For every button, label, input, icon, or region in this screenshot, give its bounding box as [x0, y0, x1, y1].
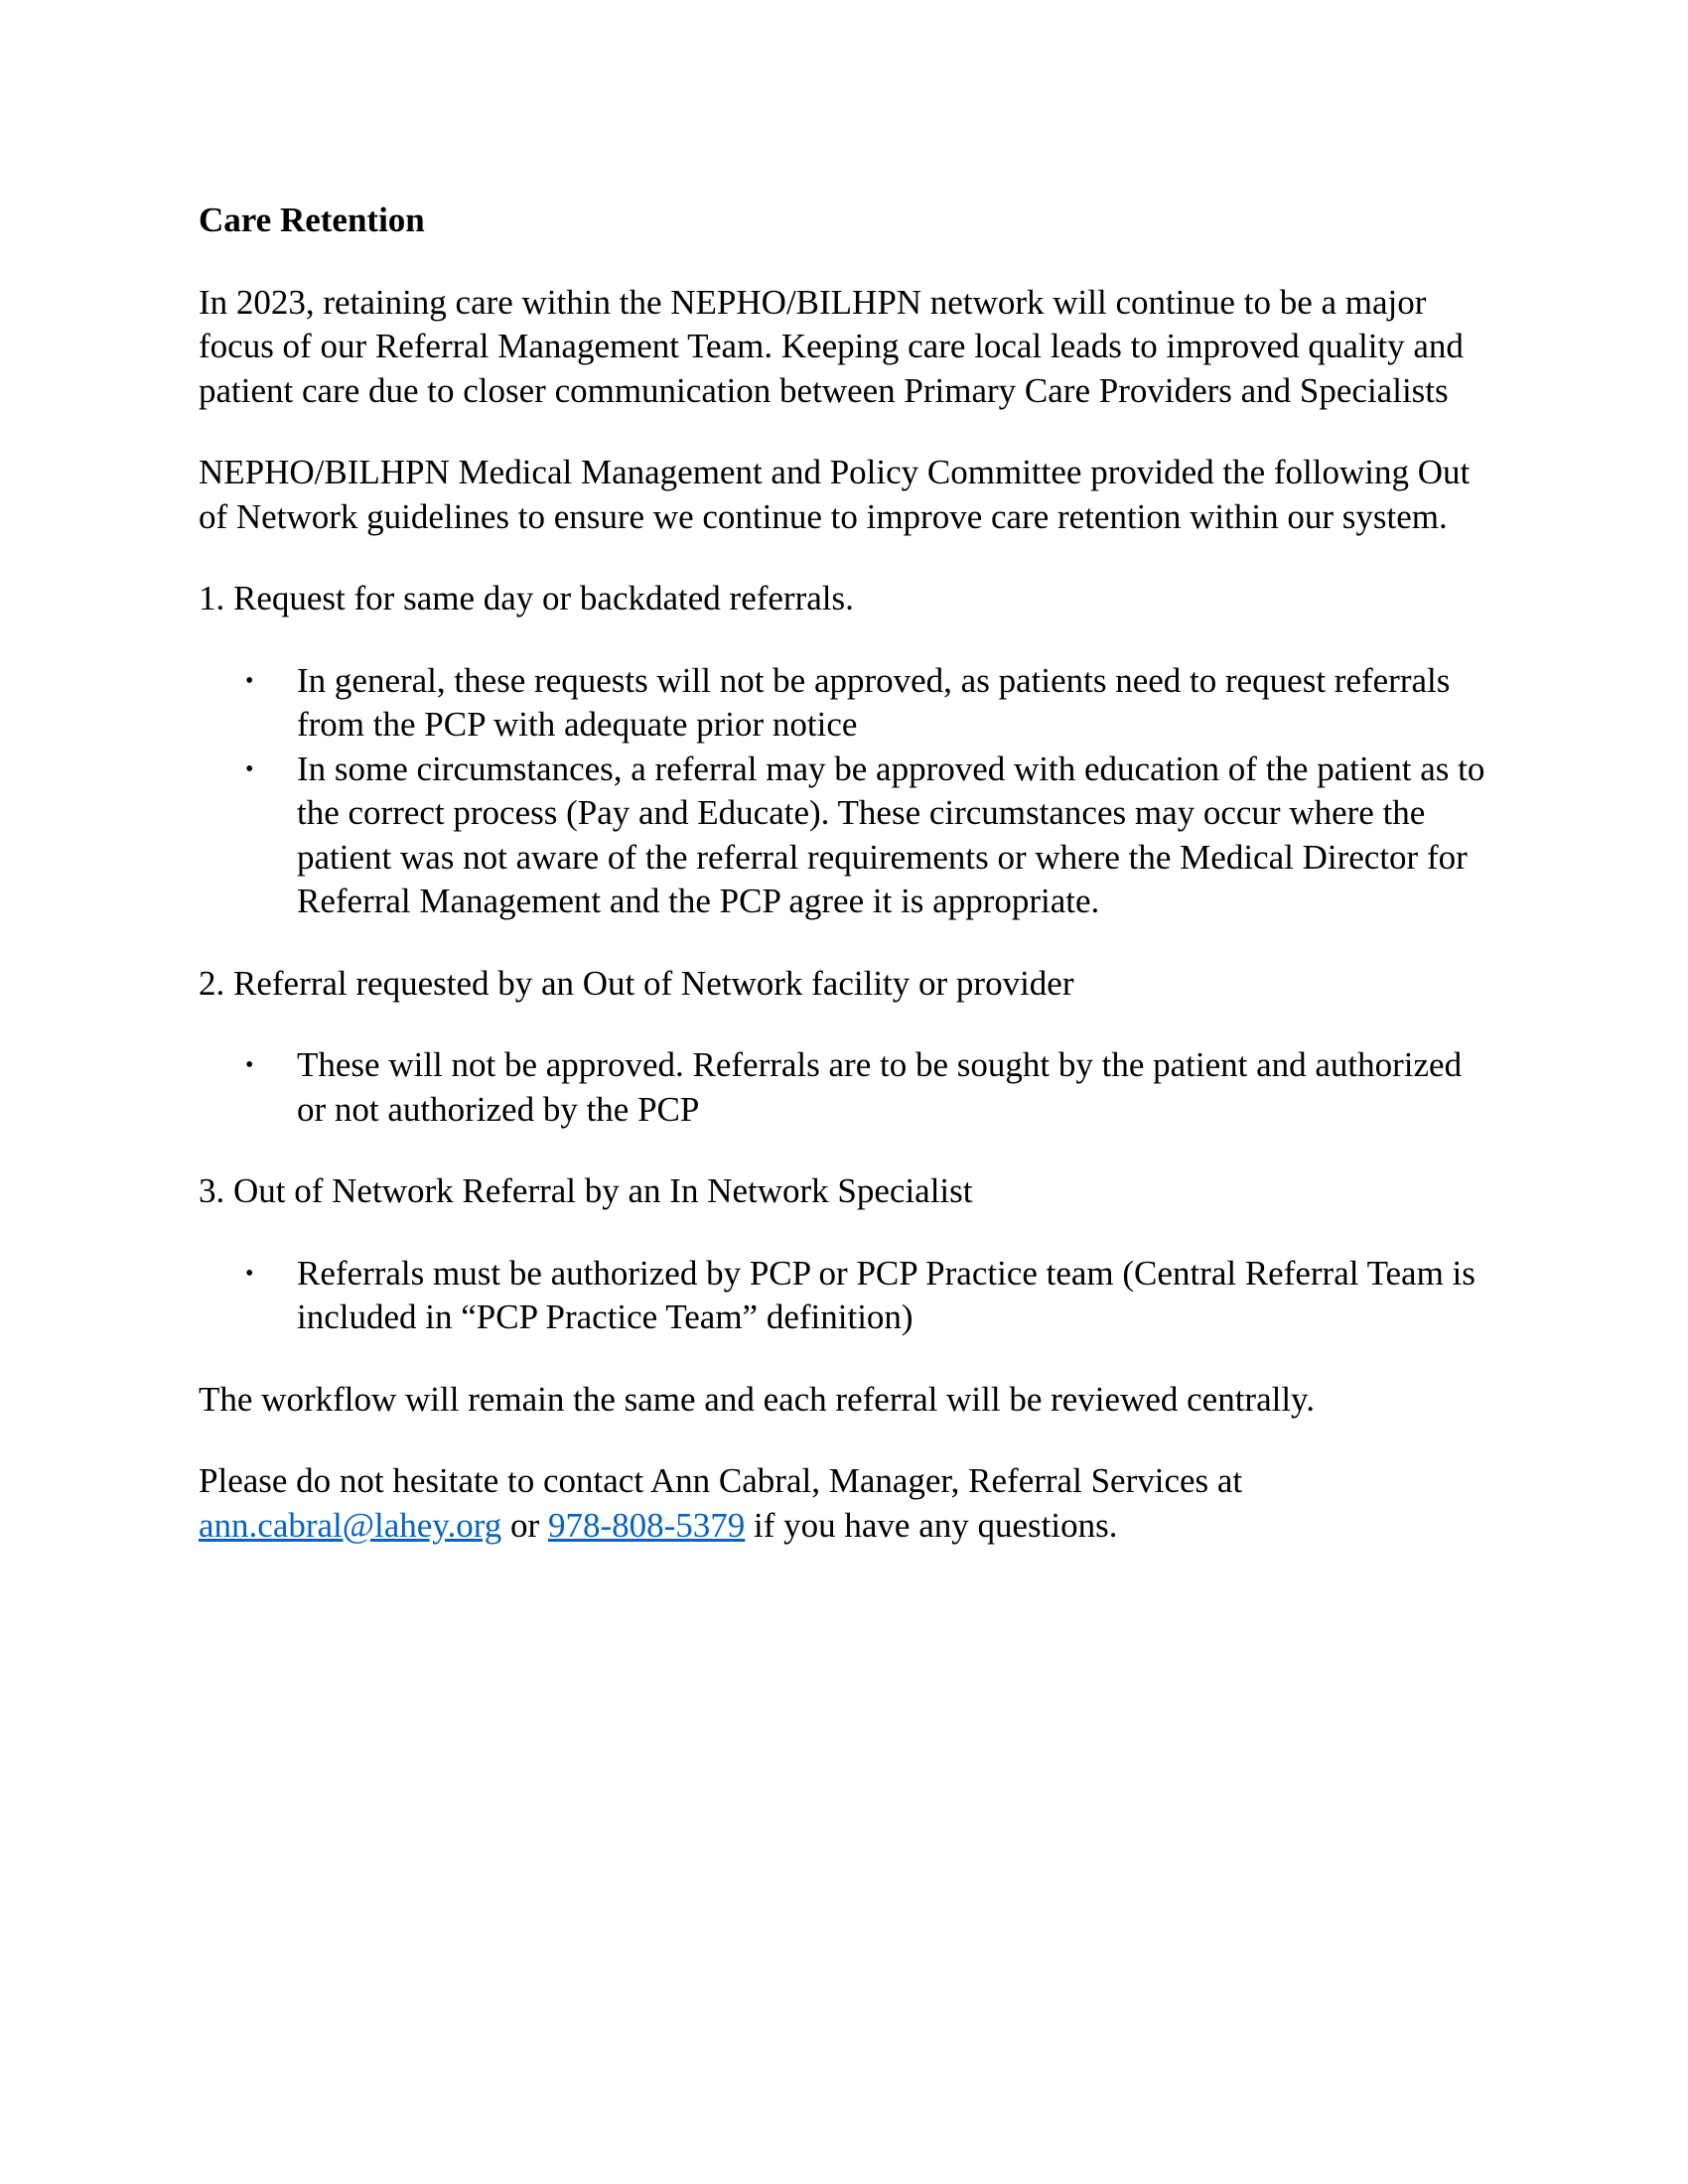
page-title: Care Retention [199, 201, 425, 239]
bullet-icon: • [245, 1260, 254, 1287]
list-item [245, 748, 1489, 924]
phone-link[interactable]: 978-808-5379 [547, 1505, 746, 1545]
contact-or-text: or [510, 1505, 540, 1545]
list-item [245, 1043, 1489, 1132]
list-item [245, 1252, 1489, 1340]
committee-paragraph: NEPHO/BILHPN Medical Management and Policy Committee provided the following Out of Network guidelines to ensure we continue to improve care retention within our system. [199, 453, 1471, 536]
contact-lead-text: Please do not hesitate to contact Ann Cabral, Manager, Referral Services at [199, 1461, 1243, 1500]
intro-paragraph: In 2023, retaining care within the NEPHO/BILHPN network will continue to be a major focus of our Referral Management Team. Keeping care local leads to improved quality and patient care due to closer communication between Primary Care Providers and Specialists [199, 282, 1464, 410]
contact-paragraph [199, 1459, 1489, 1548]
bullet-icon: • [245, 667, 254, 694]
section-3-bullet-list [199, 1252, 1489, 1340]
document-page [199, 199, 1489, 1585]
bullet-icon: • [245, 1052, 254, 1078]
list-item [245, 659, 1489, 748]
bullet-text: These will not be approved. Referrals are to be sought by the patient and authorized or not authorized by the PCP [297, 1045, 1463, 1129]
section-title-3: 3. Out of Network Referral by an In Network Specialist [199, 1171, 973, 1210]
section-title-2: 2. Referral requested by an Out of Network facility or provider [199, 963, 1074, 1003]
email-link[interactable]: ann.cabral@lahey.org [199, 1505, 502, 1545]
bullet-text: Referrals must be authorized by PCP or PCP Practice team (Central Referral Team is included in “PCP Practice Team” definition) [297, 1253, 1476, 1336]
contact-trail-text: if you have any questions. [754, 1505, 1118, 1545]
section-2-bullet-list [199, 1043, 1489, 1132]
bullet-text: In general, these requests will not be approved, as patients need to request referrals from the PCP with adequate prior notice [297, 660, 1451, 744]
section-1-bullet-list [199, 659, 1489, 924]
bullet-text: In some circumstances, a referral may be approved with education of the patient as to the correct process (Pay and Educate). These circumstances may occur where the patient was not aware of the referral requirements or where the Medical Director for Referral Management and the PCP agree it is appropriate. [297, 749, 1485, 920]
section-title-1: 1. Request for same day or backdated referrals. [199, 579, 854, 617]
workflow-paragraph: The workflow will remain the same and each referral will be reviewed centrally. [199, 1379, 1316, 1419]
bullet-icon: • [245, 755, 254, 782]
